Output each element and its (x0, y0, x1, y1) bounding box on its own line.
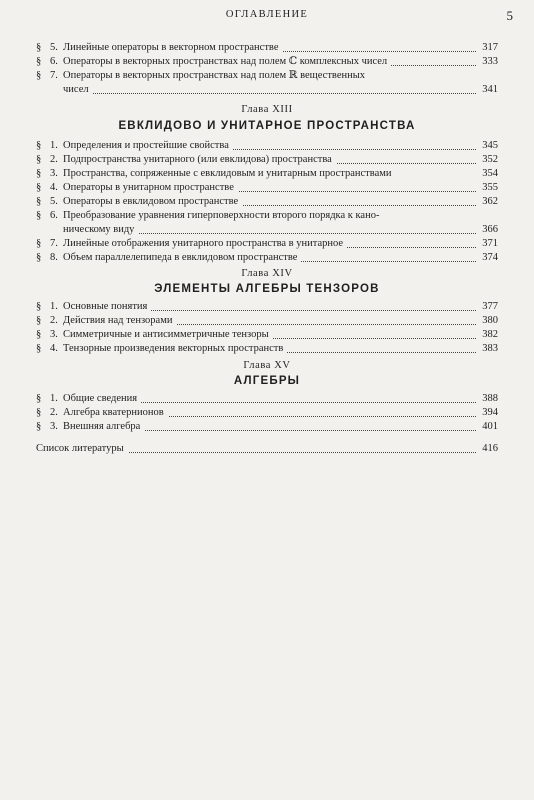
toc-entry: § 3. Пространства, сопряженные с евклидовым и унитарным пространствами 354 (36, 168, 498, 179)
toc-entry-page: 362 (476, 195, 498, 209)
toc-entry-title: Операторы в векторных пространствах над полем ℂ комплексных чисел (63, 56, 391, 67)
toc-entry-page: 394 (476, 406, 498, 420)
toc-entry-title: Преобразование уравнения гиперповерхности второго порядка к кано- (63, 210, 380, 221)
toc-entry-page: 380 (476, 314, 498, 328)
toc-entry-title: Общие сведения (63, 393, 141, 404)
toc-entry: § 1. Определения и простейшие свойства 345 (36, 140, 498, 151)
toc-entry-page: 345 (476, 139, 498, 153)
toc-entry: § 5. Операторы в евклидовом пространстве 362 (36, 196, 498, 207)
toc-entry-title: Внешняя алгебра (63, 421, 144, 432)
toc-entry-page: 341 (476, 83, 498, 97)
toc-entry-title: Симметричные и антисимметричные тензоры (63, 329, 273, 340)
toc-entry: § 1. Общие сведения 388 (36, 393, 498, 404)
toc-entry-title: Операторы в векторных пространствах над полем ℝ вещественных (63, 70, 366, 81)
toc-entry: § 2. Подпространства унитарного (или евклидова) пространства 352 (36, 154, 498, 165)
chapter-title: ЭЛЕМЕНТЫ АЛГЕБРЫ ТЕНЗОРОВ (154, 283, 380, 295)
toc-entry: § 6. Операторы в векторных пространствах над полем ℂ комплексных чисел 333 (36, 56, 498, 67)
toc-entry-title: Операторы в евклидовом пространстве (63, 196, 242, 207)
chapter-label: Глава XIV (241, 268, 293, 279)
toc-entry: § 7. Операторы в векторных пространствах над полем ℝ вещественных чисел 341 (36, 70, 498, 95)
toc-entry-title: Объем параллелепипеда в евклидовом пространстве (63, 252, 301, 263)
toc-entry-title: Основные понятия (63, 301, 151, 312)
toc-entry: § 3. Внешняя алгебра 401 (36, 421, 498, 432)
toc-entry-literature (36, 442, 498, 456)
toc-entry-title-cont: ническому виду (63, 224, 138, 235)
toc-entry-page: 333 (476, 55, 498, 69)
toc-entry-title: Список литературы (36, 443, 128, 454)
toc-entry-page: 416 (476, 442, 498, 456)
toc-entry: § 4. Тензорные произведения векторных пространств 383 (36, 343, 498, 354)
running-title: ОГЛАВЛЕНИЕ (225, 9, 309, 20)
chapter-label: Глава XIII (241, 104, 293, 115)
toc-entry-page: 383 (476, 342, 498, 356)
toc-entry-title: Алгебра кватернионов (63, 407, 168, 418)
toc-entry: § 3. Симметричные и антисимметричные тензоры 382 (36, 329, 498, 340)
toc-entry-page: 366 (476, 223, 498, 237)
toc-entry-title: Операторы в унитарном пространстве (63, 182, 238, 193)
toc-entry-title: Тензорные произведения векторных пространств (63, 343, 287, 354)
toc-entry: § 4. Операторы в унитарном пространстве 355 (36, 182, 498, 193)
toc-entry-page: 371 (476, 237, 498, 251)
page-number: 5 (506, 8, 513, 23)
chapter-title: ЕВКЛИДОВО И УНИТАРНОЕ ПРОСТРАНСТВА (118, 120, 416, 132)
toc-entry-page: 388 (476, 392, 498, 406)
toc-entry: § 1. Основные понятия 377 (36, 301, 498, 312)
toc-entry-page: 377 (476, 300, 498, 314)
toc-entry-page: 374 (476, 251, 498, 265)
page-header (0, 9, 534, 25)
chapter-title: АЛГЕБРЫ (233, 375, 301, 387)
toc-entry-page: 317 (476, 41, 498, 55)
toc-entry-title: Определения и простейшие свойства (63, 140, 233, 151)
toc-entry: § 2. Алгебра кватернионов 394 (36, 407, 498, 418)
toc-entry-page: 355 (476, 181, 498, 195)
toc-entry-title: Подпространства унитарного (или евклидова) пространства (63, 154, 336, 165)
toc-entry-page: 354 (476, 167, 498, 181)
toc-entry-page: 352 (476, 153, 498, 167)
toc-entry-title-cont: чисел (63, 84, 93, 95)
toc-entry-title: Пространства, сопряженные с евклидовым и унитарным пространствами (63, 168, 396, 179)
toc-entry-page: 382 (476, 328, 498, 342)
toc-entry-title: Линейные отображения унитарного пространства в унитарное (63, 238, 347, 249)
chapter-label: Глава XV (243, 360, 291, 371)
toc-entry: § 5. Линейные операторы в векторном пространстве 317 (36, 42, 498, 53)
toc-entry-title: Линейные операторы в векторном пространстве (63, 42, 282, 53)
toc-entry-title: Действия над тензорами (63, 315, 176, 326)
toc-entry: § 6. Преобразование уравнения гиперповерхности второго порядка к кано- ническому виду 366 (36, 210, 498, 235)
toc-entry-page: 401 (476, 420, 498, 434)
toc-entry: § 8. Объем параллелепипеда в евклидовом пространстве 374 (36, 252, 498, 263)
toc-entry: § 7. Линейные отображения унитарного пространства в унитарное 371 (36, 238, 498, 249)
toc-entry: § 2. Действия над тензорами 380 (36, 315, 498, 326)
